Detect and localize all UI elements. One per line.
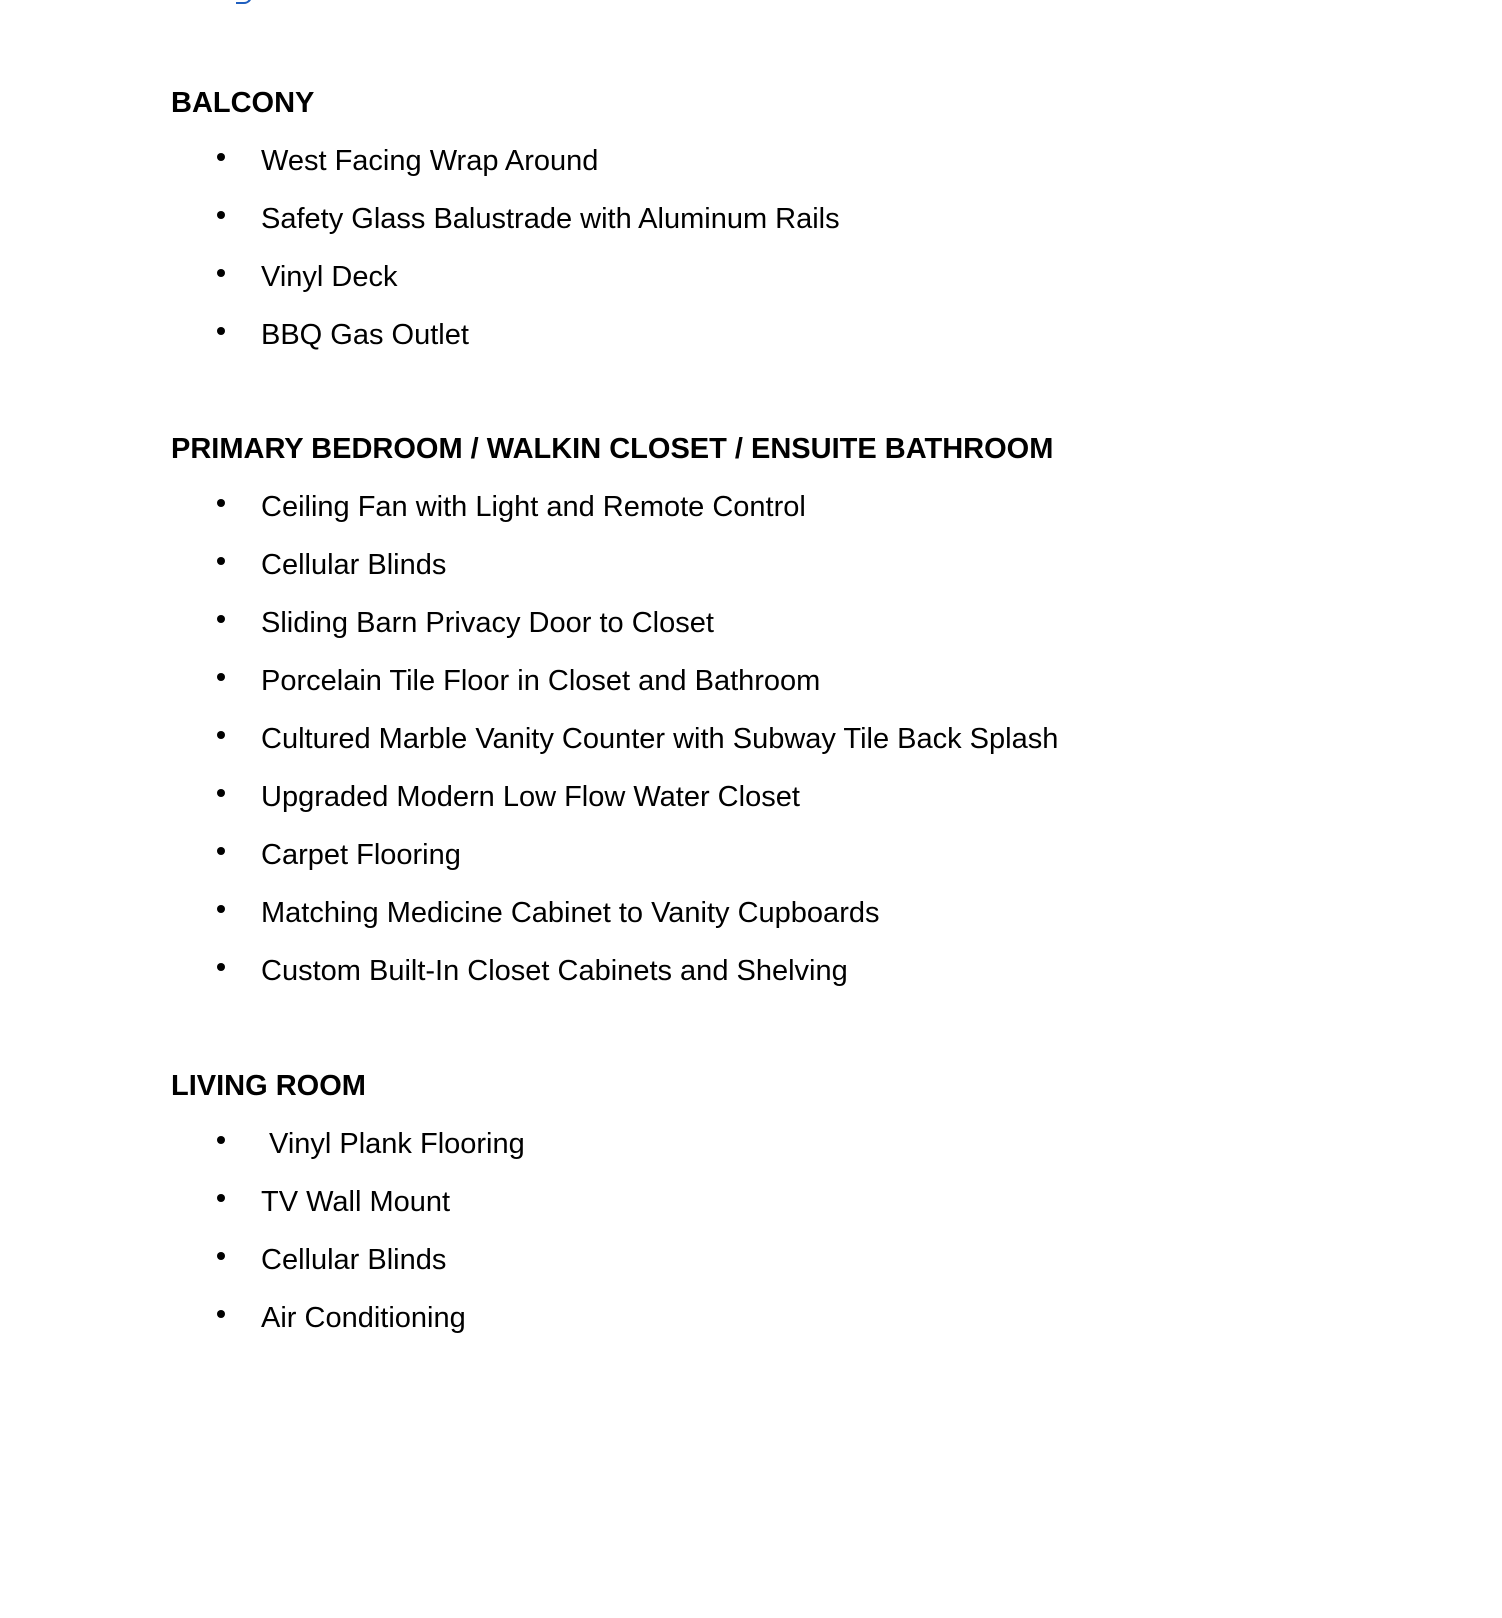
bullet-icon — [217, 1310, 225, 1318]
bullet-icon — [217, 731, 225, 739]
bullet-icon — [217, 1136, 225, 1144]
list-item — [171, 930, 1421, 988]
bullet-icon — [217, 153, 225, 161]
list-item-text: Sliding Barn Privacy Door to Closet — [261, 607, 714, 639]
list-item — [171, 236, 1421, 294]
list-item — [171, 178, 1421, 236]
section-title: LIVING ROOM — [171, 1070, 366, 1102]
list-item-text: West Facing Wrap Around — [261, 145, 599, 177]
list-item — [171, 756, 1421, 814]
bullet-icon — [217, 269, 225, 277]
list-item — [171, 872, 1421, 930]
bullet-icon — [217, 327, 225, 335]
list-item-text: Air Conditioning — [261, 1302, 466, 1334]
bullet-icon — [217, 1252, 225, 1260]
list-item-text: Matching Medicine Cabinet to Vanity Cupboards — [261, 897, 880, 929]
bullet-icon — [217, 963, 225, 971]
list-item — [171, 294, 1421, 352]
list-item — [171, 698, 1421, 756]
list-item-text: Cellular Blinds — [261, 1244, 447, 1276]
living-room-list — [171, 1103, 1421, 1335]
list-item-text: Custom Built-In Closet Cabinets and Shelving — [261, 955, 848, 987]
list-item-text: TV Wall Mount — [261, 1186, 451, 1218]
living-room-section — [171, 1069, 1421, 1335]
list-item-text: Safety Glass Balustrade with Aluminum Rails — [261, 203, 840, 235]
cropped-blue-mark — [236, 0, 252, 4]
list-item — [171, 1161, 1421, 1219]
list-item — [171, 814, 1421, 872]
list-item — [171, 466, 1421, 524]
list-item — [171, 1103, 1421, 1161]
section-title: BALCONY — [171, 87, 315, 119]
balcony-section — [171, 86, 1421, 352]
list-item-text: Carpet Flooring — [261, 839, 461, 871]
list-item-text: Ceiling Fan with Light and Remote Control — [261, 491, 806, 523]
list-item — [171, 1219, 1421, 1277]
list-item-text: Vinyl Deck — [261, 261, 398, 293]
bullet-icon — [217, 905, 225, 913]
list-item-text: Upgraded Modern Low Flow Water Closet — [261, 781, 800, 813]
bullet-icon — [217, 673, 225, 681]
list-item-text: Cultured Marble Vanity Counter with Subway Tile Back Splash — [261, 723, 1059, 755]
section-title: PRIMARY BEDROOM / WALKIN CLOSET / ENSUITE BATHROOM — [171, 433, 1054, 465]
list-item-text: Vinyl Plank Flooring — [269, 1128, 525, 1160]
list-item — [171, 582, 1421, 640]
list-item — [171, 120, 1421, 178]
bullet-icon — [217, 847, 225, 855]
bullet-icon — [217, 789, 225, 797]
list-item-text: Porcelain Tile Floor in Closet and Bathroom — [261, 665, 821, 697]
balcony-list — [171, 120, 1421, 352]
list-item-text: Cellular Blinds — [261, 549, 447, 581]
bullet-icon — [217, 211, 225, 219]
bullet-icon — [217, 557, 225, 565]
primary-bedroom-section — [171, 432, 1421, 988]
list-item-text: BBQ Gas Outlet — [261, 319, 469, 351]
list-item — [171, 524, 1421, 582]
bullet-icon — [217, 615, 225, 623]
list-item — [171, 1277, 1421, 1335]
bullet-icon — [217, 499, 225, 507]
bullet-icon — [217, 1194, 225, 1202]
list-item — [171, 640, 1421, 698]
primary-bedroom-list — [171, 466, 1421, 988]
